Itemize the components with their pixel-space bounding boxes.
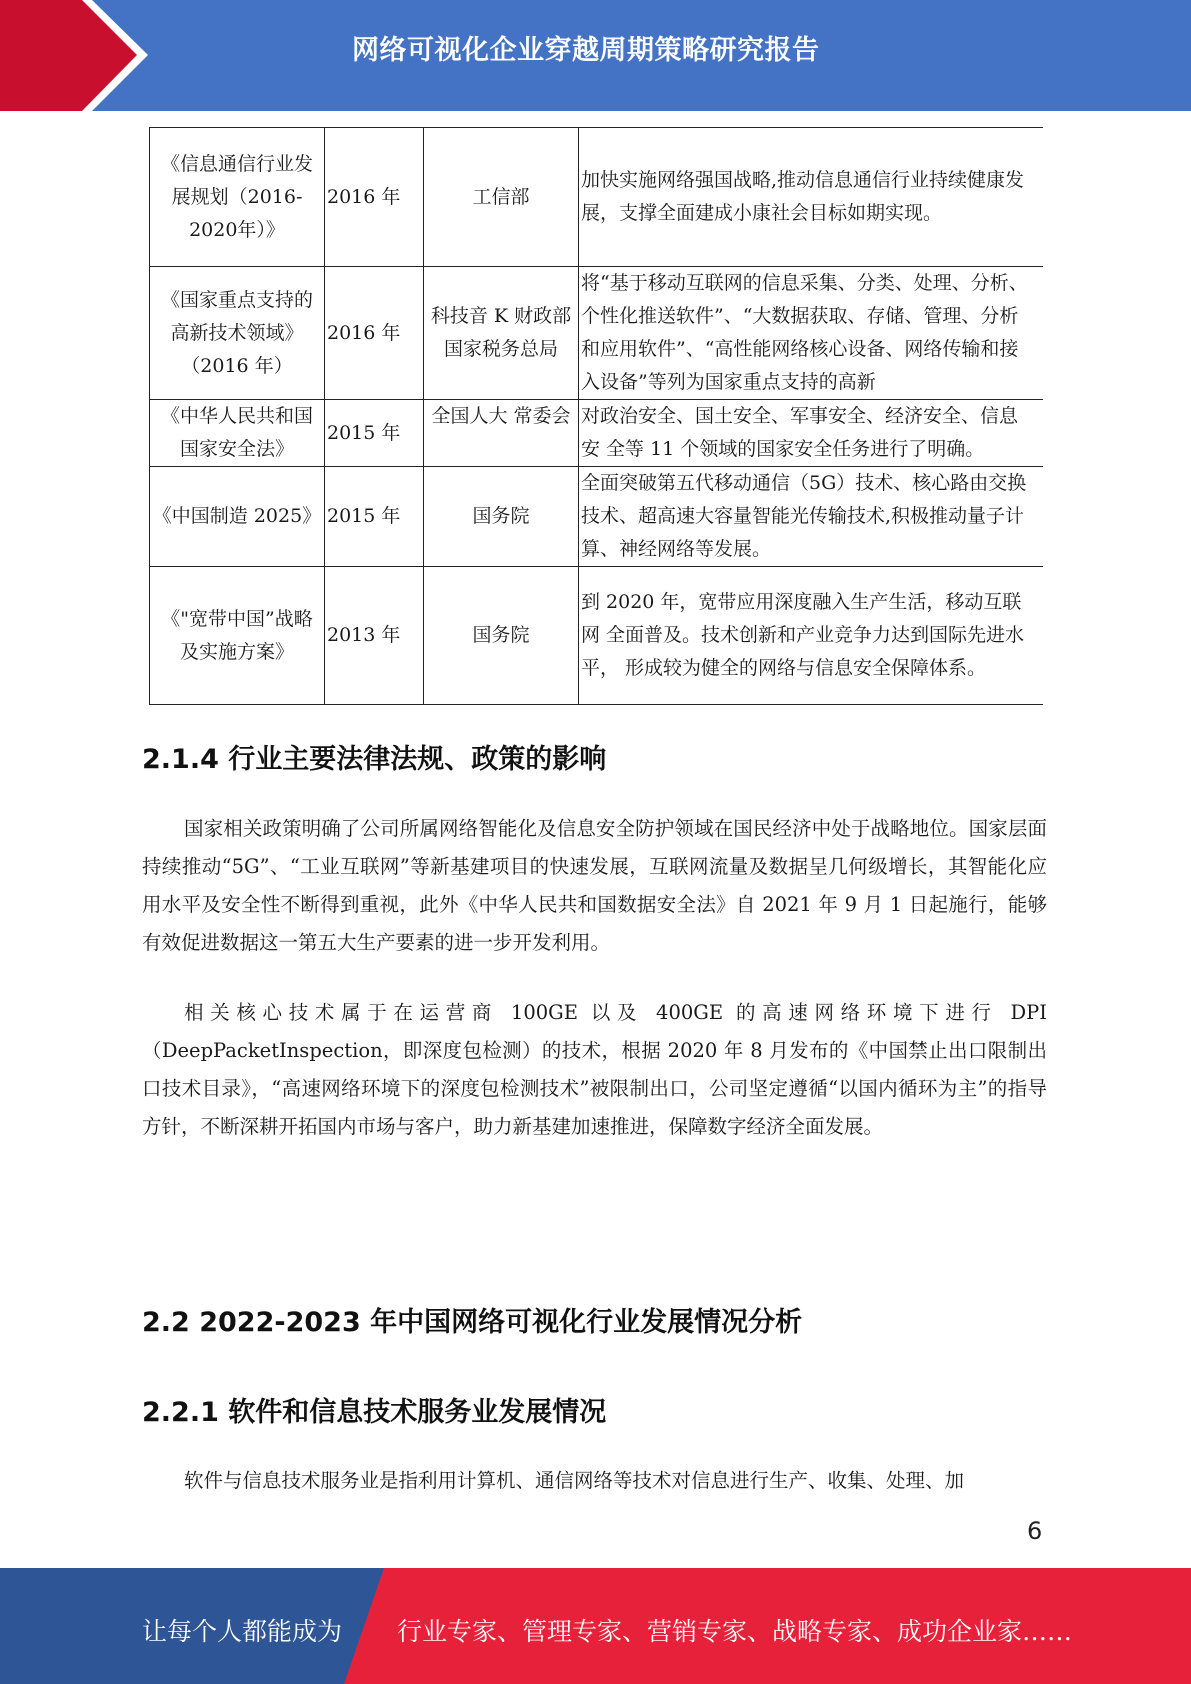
section-heading-2-2-1: 2.2.1 软件和信息技术服务业发展情况 xyxy=(142,1397,607,1428)
table-row xyxy=(150,128,1043,267)
policy-name-cell: 《"宽带中国”战略及实施方案》 xyxy=(150,567,325,705)
table-row xyxy=(150,400,1043,467)
policy-dept-cell: 科技音 K 财政部 国家税务总局 xyxy=(424,267,579,400)
policy-year-cell: 2013 年 xyxy=(325,567,424,705)
policy-name-cell: 《国家重点支持的高新技术领域》（2016 年） xyxy=(150,267,325,400)
policy-desc-cell: 全面突破第五代移动通信（5G）技术、核心路由交换 技术、超高速大容量智能光传输技术,积极推动量子计 算、神经网络等发展。 xyxy=(579,467,1043,567)
policy-year-cell: 2016 年 xyxy=(325,267,424,400)
policy-dept-cell: 国务院 xyxy=(424,567,579,705)
policy-table xyxy=(149,127,1043,705)
policy-year-cell: 2016 年 xyxy=(325,128,424,267)
page-header xyxy=(0,0,1191,111)
page-footer xyxy=(0,1568,1191,1684)
footer-slogan-left: 让每个人都能成为 xyxy=(142,1617,343,1646)
section-heading-2-1-4: 2.1.4 行业主要法律法规、政策的影响 xyxy=(142,744,607,775)
policy-name-cell: 《中国制造 2025》 xyxy=(150,467,325,567)
table-row xyxy=(150,267,1043,400)
policy-desc-cell: 到 2020 年，宽带应用深度融入生产生活，移动互联网 全面普及。技术创新和产业竞争力达到国际先进水平， 形成较为健全的网络与信息安全保障体系。 xyxy=(579,567,1043,705)
paragraph: 国家相关政策明确了公司所属网络智能化及信息安全防护领域在国民经济中处于战略地位。国家层面持续推动“5G”、“工业互联网”等新基建项目的快速发展，互联网流量及数据呈几何级增长，其智能化应用水平及安全性不断得到重视，此外《中华人民共和国数据安全法》自 2021 年 9 月 1 日起施行，能够有效促进数据这一第五大生产要素的进一步开发利用。 xyxy=(142,817,1047,954)
policy-dept-cell: 国务院 xyxy=(424,467,579,567)
report-title: 网络可视化企业穿越周期策略研究报告 xyxy=(352,35,820,66)
header-arrow-decoration xyxy=(0,0,160,111)
policy-desc-cell: 对政治安全、国土安全、军事安全、经济安全、信息安 全等 11 个领域的国家安全任务进行了明确。 xyxy=(579,400,1043,467)
footer-slogan-right: 行业专家、管理专家、营销专家、战略专家、成功企业家…… xyxy=(397,1617,1073,1646)
section-heading-2-2: 2.2 2022-2023 年中国网络可视化行业发展情况分析 xyxy=(142,1307,803,1338)
policy-desc-cell: 加快实施网络强国战略,推动信息通信行业持续健康发 展，支撑全面建成小康社会目标如期实现。 xyxy=(579,128,1043,267)
policy-year-cell: 2015 年 xyxy=(325,467,424,567)
page-number: 6 xyxy=(1027,1517,1043,1545)
policy-dept-cell: 工信部 xyxy=(424,128,579,267)
paragraph: 相关核心技术属于在运营商 100GE 以及 400GE 的高速网络环境下进行 DPI （DeepPacketInspection，即深度包检测）的技术，根据 2020 年 8 月发布的《中国禁止出口限制出口技术目录》，“高速网络环境下的深度包检测技术”被限制出口，公司坚定遵循“以国内循环为主”的指导方针，不断深耕开拓国内市场与客户，助力新基建加速推进，保障数字经济全面发展。 xyxy=(142,1001,1047,1138)
table-row xyxy=(150,467,1043,567)
policy-name-cell: 《中华人民共和国国家安全法》 xyxy=(150,400,325,467)
policy-desc-cell: 将“基于移动互联网的信息采集、分类、处理、分析、 个性化推送软件”、“大数据获取、存储、管理、分析 和应用软件”、“高性能网络核心设备、网络传输和接 入设备”等列为国家重点支持的高新 xyxy=(579,267,1043,400)
policy-dept-cell: 全国人大 常委会 xyxy=(424,400,579,467)
table-row xyxy=(150,567,1043,705)
paragraph: 软件与信息技术服务业是指利用计算机、通信网络等技术对信息进行生产、收集、处理、加 xyxy=(184,1469,965,1492)
policy-year-cell: 2015 年 xyxy=(325,400,424,467)
policy-name-cell: 《信息通信行业发展规划（2016-2020年）》 xyxy=(150,128,325,267)
